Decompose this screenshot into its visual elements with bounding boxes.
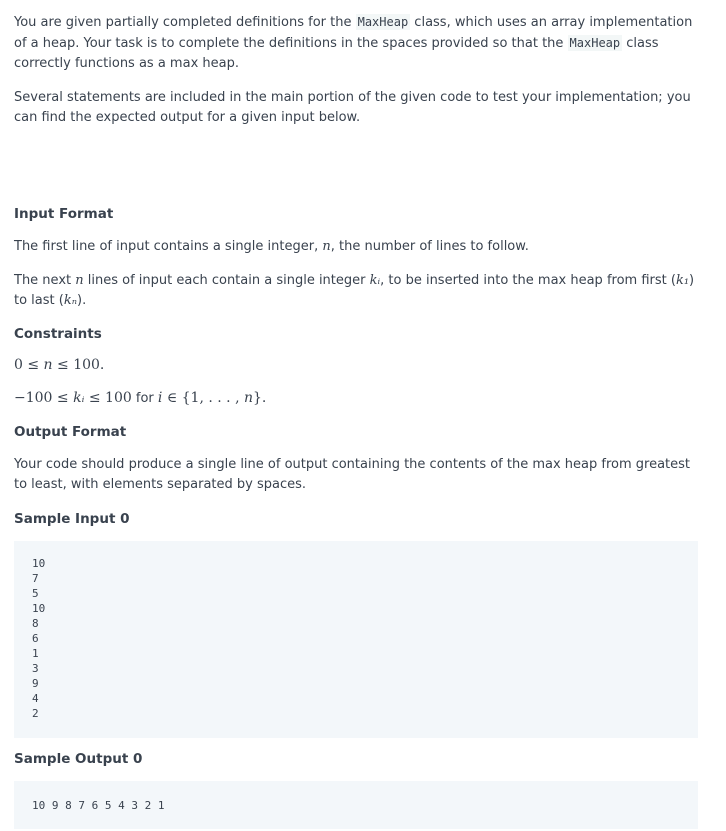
intro-text: You are given partially completed definitions for the bbox=[14, 15, 356, 30]
input-format-line-1 bbox=[14, 237, 704, 257]
math-var-ki: kᵢ bbox=[73, 390, 85, 406]
sample-input-heading: Sample Input 0 bbox=[14, 511, 130, 527]
output-format-text: Your code should produce a single line of output containing the contents of the max heap from greatest to least, with elements separated by spaces. bbox=[14, 457, 691, 492]
sample-input-line: 8 bbox=[32, 617, 39, 630]
sample-input-line: 1 bbox=[32, 647, 39, 660]
math-text: 0 ≤ bbox=[14, 357, 44, 373]
math-var-n: n bbox=[75, 273, 84, 288]
input-format-line-2 bbox=[14, 271, 704, 311]
sample-input-line: 10 bbox=[32, 602, 46, 615]
sample-input-line: 3 bbox=[32, 662, 39, 675]
sample-input-line: 9 bbox=[32, 677, 39, 690]
math-text: ≤ 100 bbox=[84, 390, 132, 406]
math-var-n: n bbox=[243, 390, 254, 406]
sample-input-block bbox=[14, 541, 698, 738]
math-var-n: n bbox=[43, 357, 53, 373]
inline-code-maxheap: MaxHeap bbox=[357, 15, 409, 29]
sample-output-heading: Sample Output 0 bbox=[14, 751, 143, 767]
sample-input-line: 2 bbox=[32, 707, 39, 720]
text: The next bbox=[14, 273, 76, 288]
intro-paragraph-2: Several statements are included in the main portion of the given code to test your implementation; you can find the expected output for a given input below. bbox=[14, 90, 691, 125]
math-var-n: n bbox=[322, 239, 331, 254]
math-var-k1: k₁ bbox=[675, 273, 690, 288]
input-format-heading: Input Format bbox=[14, 206, 114, 222]
math-var-i: i bbox=[157, 390, 163, 406]
sample-input-line: 10 bbox=[32, 557, 46, 570]
sample-input-line: 6 bbox=[32, 632, 39, 645]
text: , to be inserted into the max heap from first ( bbox=[380, 273, 676, 288]
text: for bbox=[131, 391, 158, 406]
text: , the number of lines to follow. bbox=[330, 239, 529, 254]
inline-code-maxheap: MaxHeap bbox=[569, 36, 621, 50]
text: ) to last ( bbox=[14, 273, 695, 308]
output-format-heading: Output Format bbox=[14, 424, 127, 440]
sample-input-line: 5 bbox=[32, 587, 39, 600]
intro-paragraph-1 bbox=[14, 12, 704, 74]
constraint-2 bbox=[14, 388, 704, 409]
math-text: ∈ {1, . . . , bbox=[162, 390, 244, 406]
sample-input-line: 7 bbox=[32, 572, 39, 585]
constraint-1 bbox=[14, 355, 704, 375]
constraints-heading: Constraints bbox=[14, 326, 102, 342]
sample-input-line: 4 bbox=[32, 692, 39, 705]
intro-text: class, which uses an array implementation of a heap. Your task is to complete the definitions in the spaces provided so that the bbox=[14, 15, 693, 51]
math-var-ki: kᵢ bbox=[369, 273, 381, 288]
sample-output-line: 10 9 8 7 6 5 4 3 2 1 bbox=[32, 799, 165, 812]
math-text: ≤ 100. bbox=[52, 357, 105, 373]
math-text: }. bbox=[253, 390, 267, 406]
problem-statement bbox=[14, 12, 704, 829]
sample-output-block bbox=[14, 781, 698, 829]
math-text: −100 ≤ bbox=[14, 390, 74, 406]
text: ). bbox=[77, 293, 87, 308]
intro-text: class correctly functions as a max heap. bbox=[14, 36, 659, 71]
text: lines of input each contain a single integer bbox=[83, 273, 370, 288]
math-var-kn: kₙ bbox=[63, 293, 77, 308]
text: The first line of input contains a single integer, bbox=[14, 239, 323, 254]
